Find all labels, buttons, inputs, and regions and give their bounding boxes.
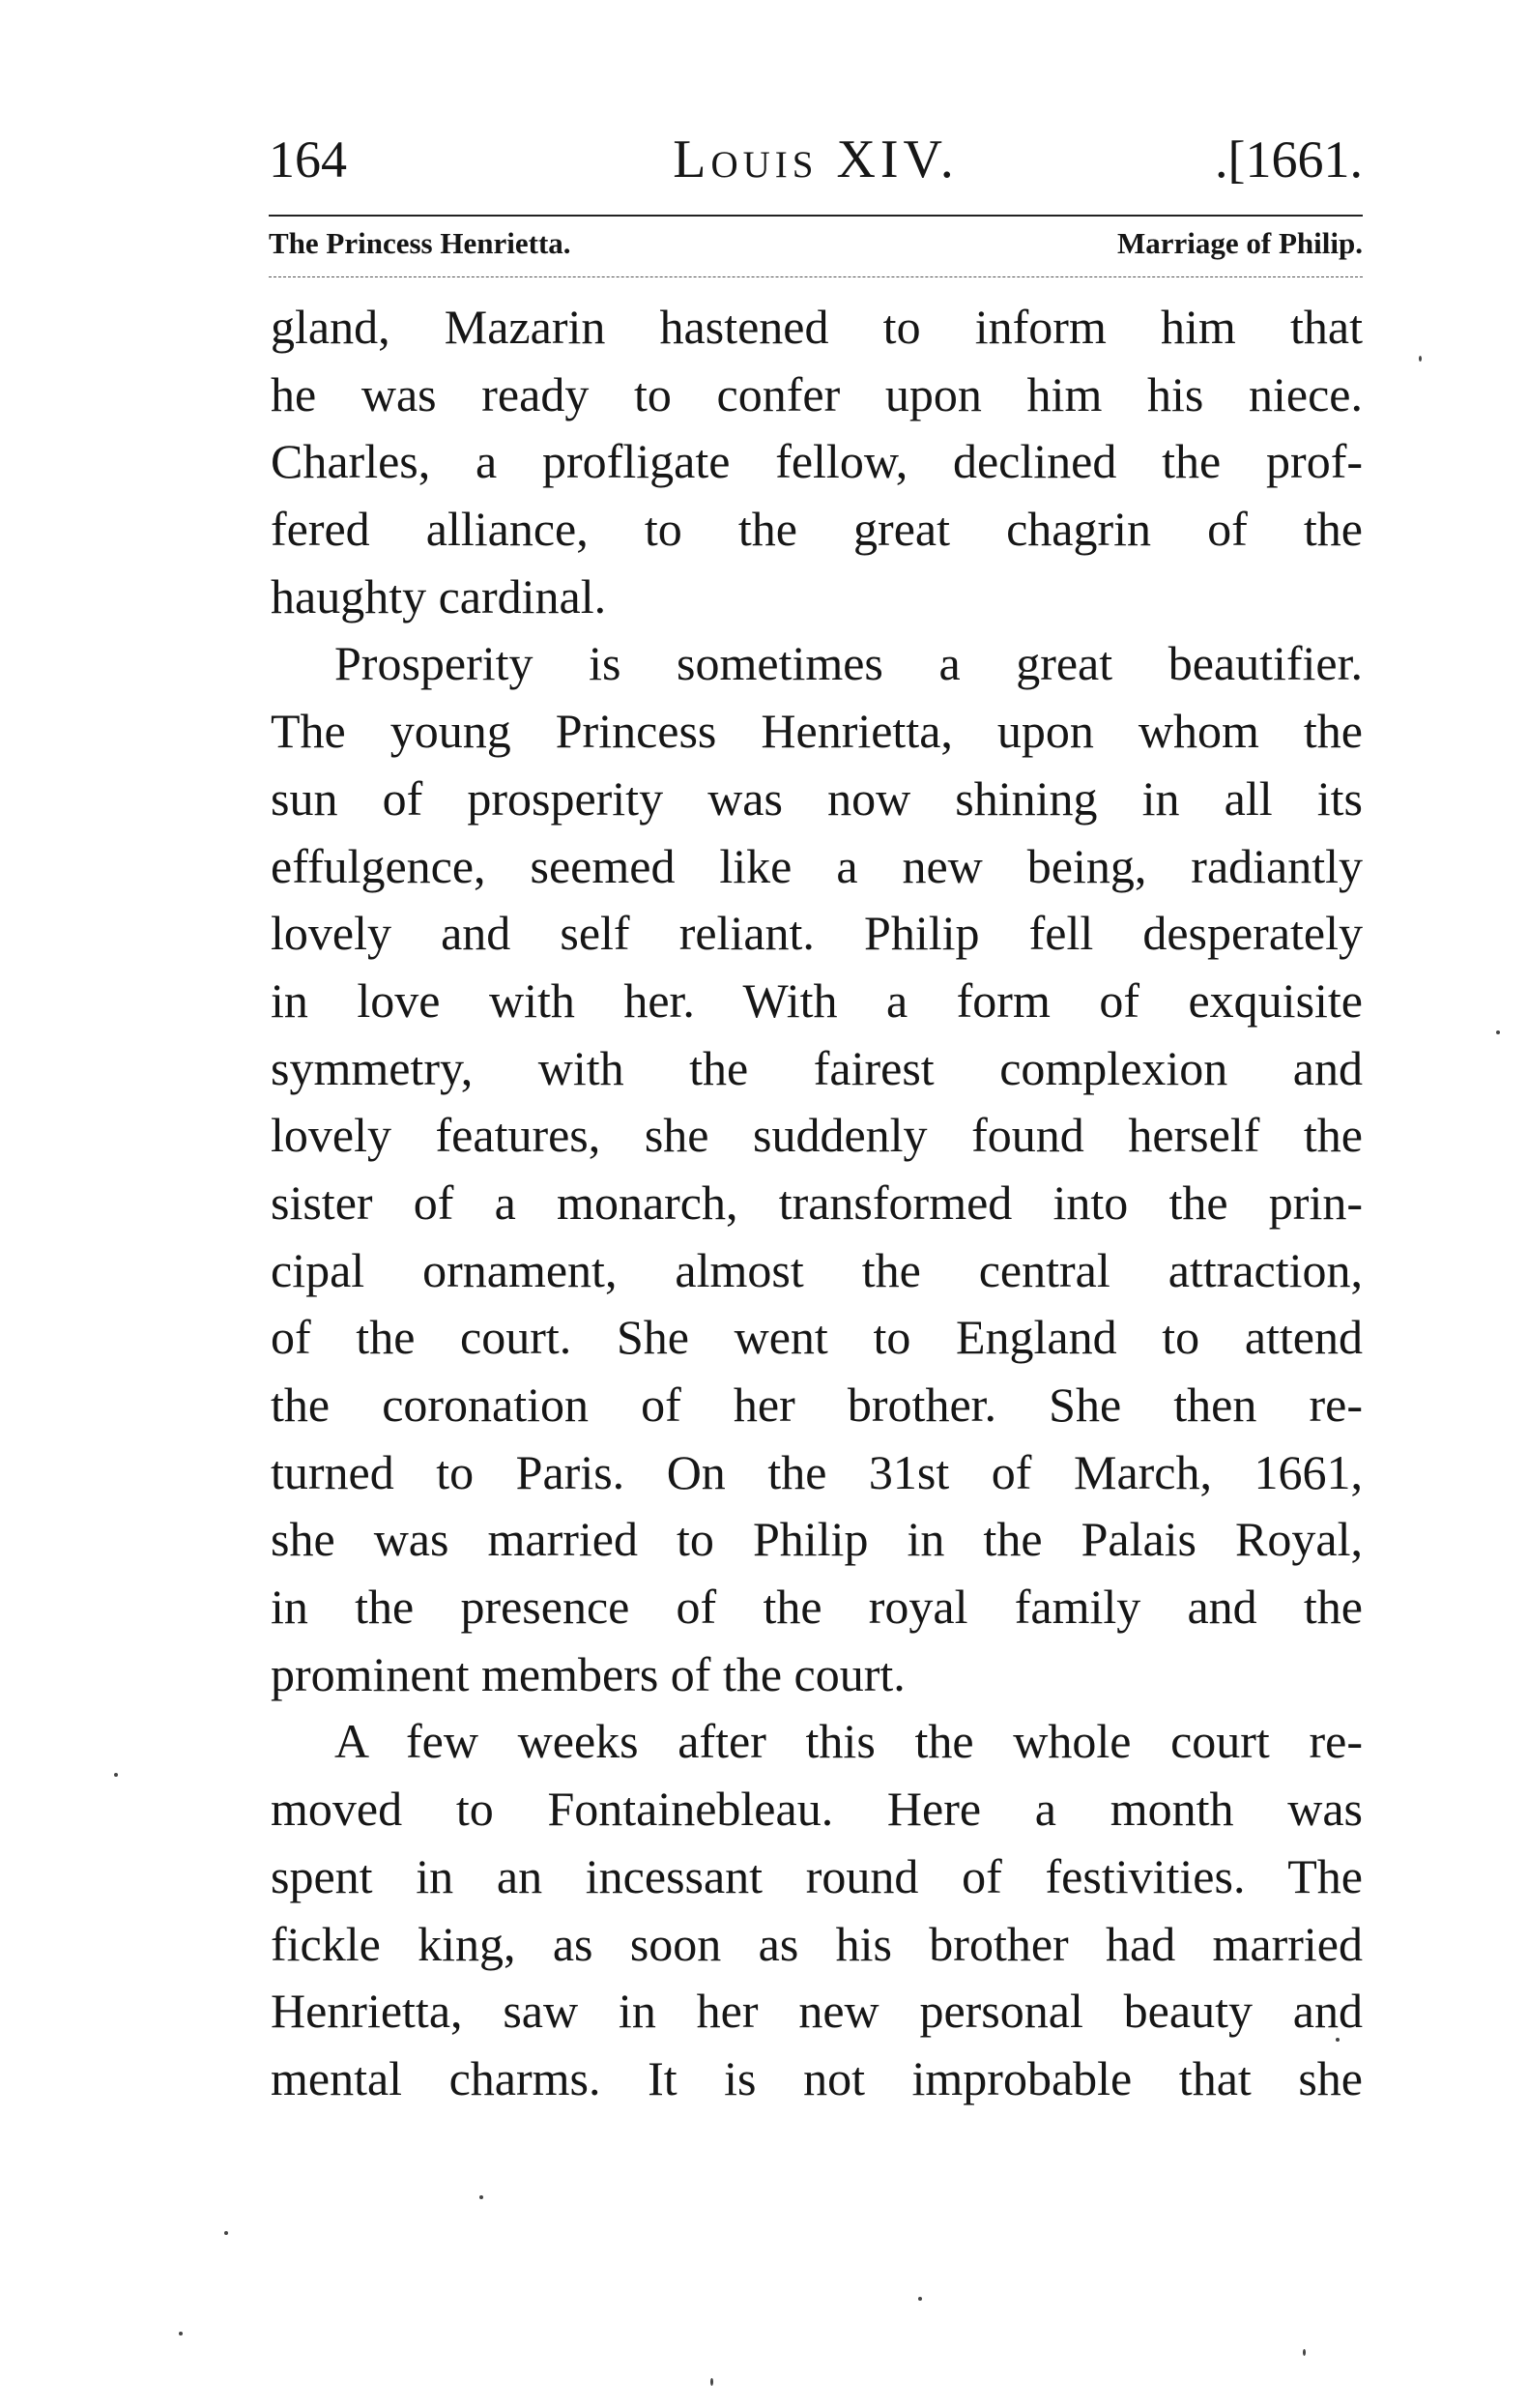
text-line: in love with her. With a form of exquisite (271, 972, 1363, 1028)
body-text (271, 294, 1363, 2113)
text-line: Prosperity is sometimes a great beautifier. (334, 636, 1363, 691)
text-line: sun of prosperity was now shining in all its (271, 770, 1363, 826)
scan-speck (710, 2378, 713, 2386)
text-line: spent in an incessant round of festivities. The (271, 1848, 1363, 1903)
text-line: she was married to Philip in the Palais Royal, (271, 1512, 1363, 1567)
header-rule (269, 215, 1363, 217)
header-year: .[1661. (1215, 131, 1363, 189)
scan-speck (918, 2297, 922, 2301)
text-line: moved to Fontainebleau. Here a month was (271, 1782, 1363, 1837)
text-line: symmetry, with the fairest complexion and (271, 1040, 1363, 1095)
text-line: Henrietta, saw in her new personal beauty and (271, 1984, 1363, 2039)
scan-speck (479, 2195, 483, 2199)
text-line: fickle king, as soon as his brother had married (271, 1916, 1363, 1971)
text-line: he was ready to confer upon him his niece. (271, 366, 1363, 421)
text-line: effulgence, seemed like a new being, radiantly (271, 838, 1363, 893)
text-line: fered alliance, to the great chagrin of the (271, 502, 1363, 557)
text-line: haughty cardinal. (271, 568, 607, 624)
scan-speck (1419, 356, 1422, 362)
scan-speck (224, 2231, 228, 2235)
text-line: A few weeks after this the whole court re- (334, 1714, 1363, 1769)
side-heading-right: Marriage of Philip. (1117, 226, 1363, 260)
text-line: cipal ornament, almost the central attraction, (271, 1242, 1363, 1297)
text-line: lovely and self reliant. Philip fell desperately (271, 906, 1363, 961)
text-line: prominent members of the court. (271, 1646, 906, 1701)
scan-speck (1303, 2349, 1306, 2356)
text-line: in the presence of the royal family and the (271, 1580, 1363, 1635)
text-line: lovely features, she suddenly found herself the (271, 1108, 1363, 1163)
text-line: sister of a monarch, transformed into the prin- (271, 1175, 1363, 1230)
text-line: mental charms. It is not improbable that she (271, 2050, 1363, 2105)
text-line: turned to Paris. On the 31st of March, 1661, (271, 1444, 1363, 1499)
text-line: The young Princess Henrietta, upon whom the (271, 704, 1363, 759)
subheader-rule (269, 276, 1363, 277)
scan-speck (179, 2332, 183, 2335)
side-heading-left: The Princess Henrietta. (269, 226, 571, 260)
scan-speck (114, 1773, 118, 1777)
scan-speck (1336, 2038, 1340, 2042)
text-line: gland, Mazarin hastened to inform him that (271, 300, 1363, 354)
page-number: 164 (269, 131, 347, 189)
text-line: of the court. She went to England to attend (271, 1310, 1363, 1365)
side-headings (269, 220, 1363, 267)
scan-speck (1496, 1030, 1500, 1034)
running-header (269, 121, 1363, 198)
text-line: the coronation of her brother. She then re- (271, 1378, 1363, 1432)
running-title: Louis XIV. (673, 130, 959, 189)
text-line: Charles, a profligate fellow, declined the prof- (271, 434, 1363, 489)
